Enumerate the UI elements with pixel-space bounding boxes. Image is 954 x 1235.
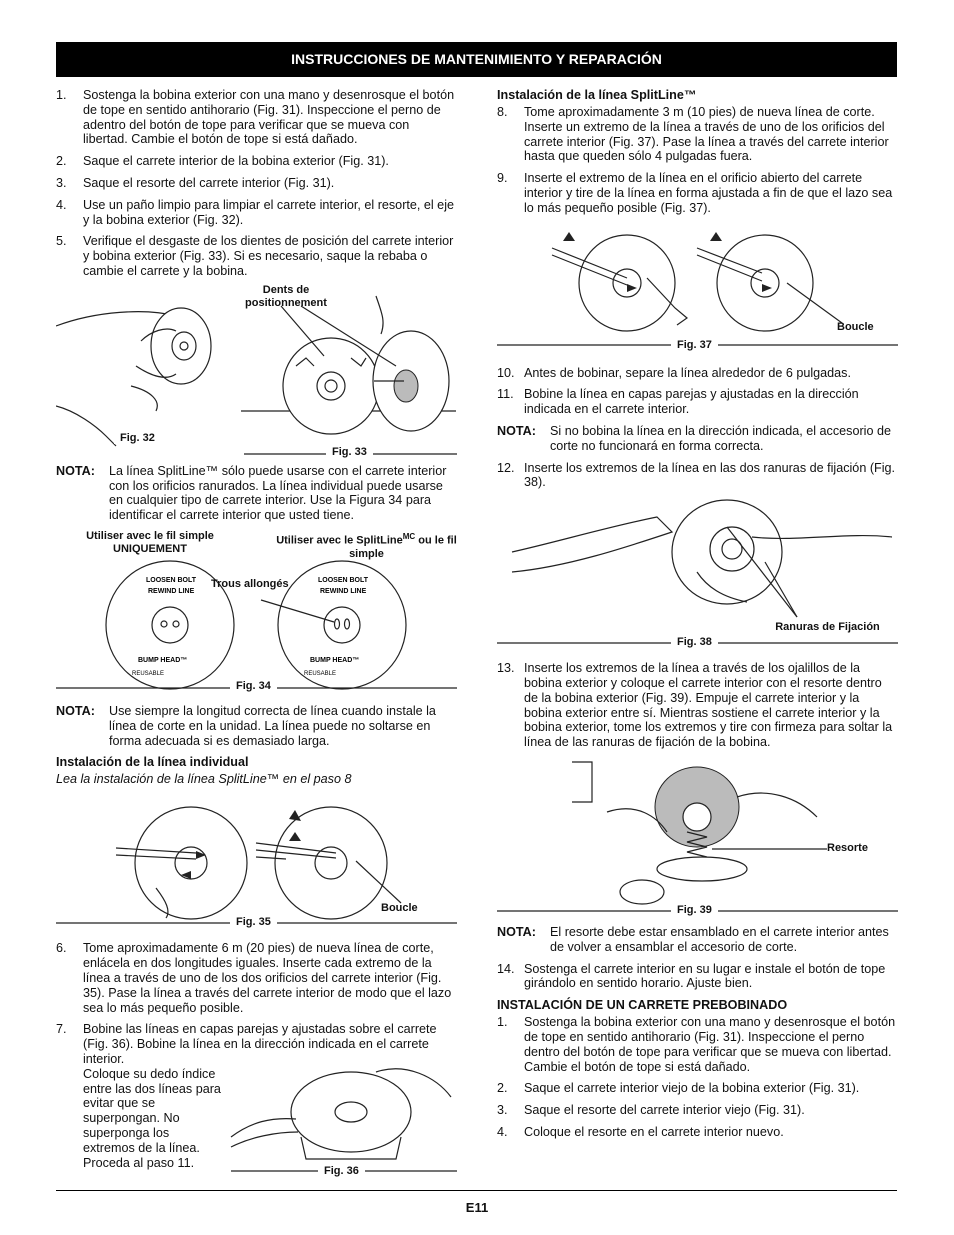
figure-33-label: Fig. 33	[326, 446, 373, 458]
step-12	[497, 461, 898, 491]
note-direction	[497, 424, 898, 454]
splitline-heading: Instalación de la línea SplitLine™	[497, 88, 697, 102]
section-title: INSTRUCCIONES DE MANTENIMIENTO Y REPARACIÓN	[291, 51, 662, 67]
page-number: E11	[465, 1200, 489, 1215]
step-2	[56, 154, 457, 169]
step-number: 14.	[497, 961, 515, 976]
step-number: 9.	[497, 171, 508, 186]
note-label: NOTA:	[497, 423, 536, 438]
prewound-step-3	[497, 1103, 898, 1118]
figure-39-callout: Resorte	[827, 841, 868, 854]
step-text: Antes de bobinar, separe la línea alrededor de 6 pulgadas.	[524, 365, 851, 380]
step-number: 12.	[497, 460, 515, 475]
step-7	[56, 1022, 457, 1066]
figure-35-label: Fig. 35	[230, 916, 277, 928]
spool-text: LOOSEN BOLT	[146, 576, 197, 584]
step-number: 3.	[56, 175, 67, 190]
step-text: Sostenga el carrete interior en su lugar e instale el botón de tope girándolo en sentido horario. Ajuste bien.	[524, 961, 886, 991]
figure-38	[497, 497, 898, 649]
step-number: 13.	[497, 661, 515, 676]
figure-32-33	[56, 283, 457, 458]
figure-39-illustration	[497, 757, 898, 915]
step-1	[56, 88, 457, 147]
step-text: Saque el carrete interior de la bobina exterior (Fig. 31).	[83, 154, 389, 169]
step-text: Inserte los extremos de la línea en las dos ranuras de fijación (Fig. 38).	[524, 460, 896, 490]
figure-34-illustration	[56, 530, 457, 690]
footer-rule	[56, 1190, 897, 1191]
figure-34	[56, 530, 457, 690]
figure-33-callout: Dents de positionnement	[245, 283, 327, 309]
figure-36-illustration	[56, 1067, 457, 1187]
figure-37	[497, 223, 898, 358]
step-number: 4.	[497, 1124, 508, 1139]
caption-text: Utiliser avec le SplitLine	[276, 534, 403, 547]
step-7-continuation: Coloque su dedo índice entre las dos líneas para evitar que se superpongan. No superponga los extremos de la línea. Proceda al paso 11.	[83, 1066, 221, 1170]
step-3	[56, 176, 457, 191]
step-9	[497, 171, 898, 215]
figure-35	[56, 793, 457, 933]
step-text: Tome aproximadamente 3 m (10 pies) de nueva línea de corte. Inserte un extremo de la línea a través de uno de los orificios del carrete interior (Fig. 37). Pase la línea a través del carrete interior hasta que queden sólo 4 pulgadas fuera.	[524, 105, 889, 164]
step-number: 5.	[56, 234, 67, 249]
section-header	[56, 42, 897, 77]
prewound-step-4	[497, 1125, 898, 1140]
figure-39-label: Fig. 39	[671, 904, 718, 916]
figure-39	[497, 757, 898, 915]
step-text: Saque el carrete interior viejo de la bobina exterior (Fig. 31).	[524, 1081, 860, 1096]
step-number: 3.	[497, 1103, 508, 1118]
spool-text: REUSABLE	[132, 670, 165, 677]
figure-35-callout: Boucle	[381, 902, 418, 915]
spool-text: REWIND LINE	[148, 587, 195, 595]
step-text: Saque el resorte del carrete interior viejo (Fig. 31).	[524, 1103, 805, 1118]
figure-38-callout: Ranuras de Fijación	[775, 621, 880, 634]
note-splitline	[56, 464, 457, 523]
figure-33-illustration	[56, 283, 457, 456]
single-line-heading: Instalación de la línea individual	[56, 755, 249, 770]
caption-text: Utiliser avec le fil simple UNIQUEMENT	[86, 529, 214, 555]
spool-text: BUMP HEAD™	[310, 656, 360, 664]
step-text: Verifique el desgaste de los dientes de posición del carrete interior y bobina exterior (Fig. 33). Si es necesario, saque la rebaba o cambie el carrete y la bobina.	[83, 234, 454, 278]
note-label: NOTA:	[497, 924, 536, 939]
step-number: 7.	[56, 1022, 67, 1037]
caption-text-end: ou le fil simple	[349, 534, 457, 560]
spool-text: REUSABLE	[304, 670, 337, 677]
left-column	[56, 88, 457, 1187]
step-5	[56, 234, 457, 278]
step-6	[56, 941, 457, 1015]
figure-32-label: Fig. 32	[114, 432, 161, 444]
figure-34-callout: Trous allongés	[211, 577, 289, 590]
note-text: El resorte debe estar ensamblado en el carrete interior antes de volver a ensamblar el accesorio de corte.	[550, 924, 889, 954]
note-text: La línea SplitLine™ sólo puede usarse con el carrete interior con los orificios ranurados. La línea individual puede usarse en cualquier tipo de carrete interior. Use la Figura 34 para identificar el carrete interior que usted tiene.	[109, 463, 447, 523]
spool-text: LOOSEN BOLT	[318, 576, 369, 584]
step-number: 1.	[497, 1015, 508, 1030]
step-text: Sostenga la bobina exterior con una mano y desenrosque el botón de tope en sentido antihorario (Fig. 31). Inspeccione el perno dentro del botón de tope para verificar que se mueva con libertad. Cambie el botón de tope si está dañado.	[524, 1015, 896, 1074]
step-text: Inserte el extremo de la línea en el orificio abierto del carrete interior y tire de la línea en forma ajustada a fin de que el lazo sea lo más pequeño posible (Fig. 37).	[524, 171, 893, 215]
single-line-subtitle: Lea la instalación de la línea SplitLine™ en el paso 8	[56, 772, 352, 787]
step-number: 2.	[56, 154, 67, 169]
spool-text: REWIND LINE	[320, 587, 367, 595]
note-spring	[497, 925, 898, 955]
step-14	[497, 962, 898, 992]
step-number: 4.	[56, 197, 67, 212]
spool-text: BUMP HEAD™	[138, 656, 188, 664]
step-text: Coloque el resorte en el carrete interior nuevo.	[524, 1124, 784, 1139]
step-7-with-figure-36	[56, 1067, 457, 1187]
step-text: Bobine la línea en capas parejas y ajustadas en la dirección indicada en el carrete interior.	[524, 387, 859, 417]
step-number: 10.	[497, 365, 515, 380]
step-number: 6.	[56, 941, 67, 956]
step-11	[497, 387, 898, 417]
right-column	[497, 88, 898, 1147]
caption-superscript: MC	[402, 531, 416, 541]
step-10	[497, 366, 898, 381]
step-text: Sostenga la bobina exterior con una mano y desenrosque el botón de tope en sentido antihorario (Fig. 31). Inspeccione el perno de adentro del botón de tope para verificar que se mueva con libertad. Cambie el botón de tope si está dañado.	[83, 88, 455, 147]
prewound-heading: INSTALACIÓN DE UN CARRETE PREBOBINADO	[497, 998, 788, 1013]
figure-37-label: Fig. 37	[671, 339, 718, 351]
figure-37-illustration	[497, 223, 898, 358]
step-text: Tome aproximadamente 6 m (20 pies) de nueva línea de corte, enlácela en dos longitudes iguales. Inserte cada extremo de la línea a través de uno de los dos orificios del carrete interior (Fig. 35). Pase la línea a través del carrete interior de modo que el lazo sea lo más pequeño posible.	[83, 941, 452, 1015]
step-number: 1.	[56, 88, 67, 102]
note-label: NOTA:	[56, 463, 95, 478]
step-8	[497, 105, 898, 164]
figure-38-label: Fig. 38	[671, 636, 718, 648]
step-text: Use un paño limpio para limpiar el carrete interior, el resorte, el eje y la bobina exterior (Fig. 32).	[83, 197, 454, 227]
step-number: 11.	[497, 387, 514, 402]
figure-36-label: Fig. 36	[318, 1165, 365, 1177]
note-label: NOTA:	[56, 703, 95, 718]
step-text: Inserte los extremos de la línea a través de los ojalillos de la bobina exterior y coloque el carrete interior con el resorte dentro de la bobina exterior (Fig. 39). Empuje el carrete interior y la bobina exterior entre sí. Mientras sostiene el carrete interior y la bobina exterior, tome los extremos y tire con firmeza para soltar la línea de las ranuras de fijación de la bobina.	[524, 661, 893, 750]
note-text: Use siempre la longitud correcta de línea cuando instale la línea de corte en la unidad. La línea puede no soltarse en forma adecuada si es demasiado larga.	[109, 703, 436, 748]
note-text: Si no bobina la línea en la dirección indicada, el accesorio de corte no funcionará en forma correcta.	[550, 423, 891, 453]
step-4	[56, 198, 457, 228]
figure-34-label: Fig. 34	[230, 680, 277, 692]
prewound-step-2	[497, 1081, 898, 1096]
step-text: Bobine las líneas en capas parejas y ajustadas sobre el carrete (Fig. 36). Bobine la línea en la dirección indicada en el carrete interior.	[83, 1022, 437, 1066]
figure-37-callout: Boucle	[837, 320, 874, 333]
note-length	[56, 704, 457, 748]
prewound-step-1	[497, 1015, 898, 1074]
step-number: 2.	[497, 1081, 508, 1096]
step-text: Saque el resorte del carrete interior (Fig. 31).	[83, 175, 335, 190]
step-13	[497, 661, 898, 750]
step-number: 8.	[497, 105, 508, 119]
